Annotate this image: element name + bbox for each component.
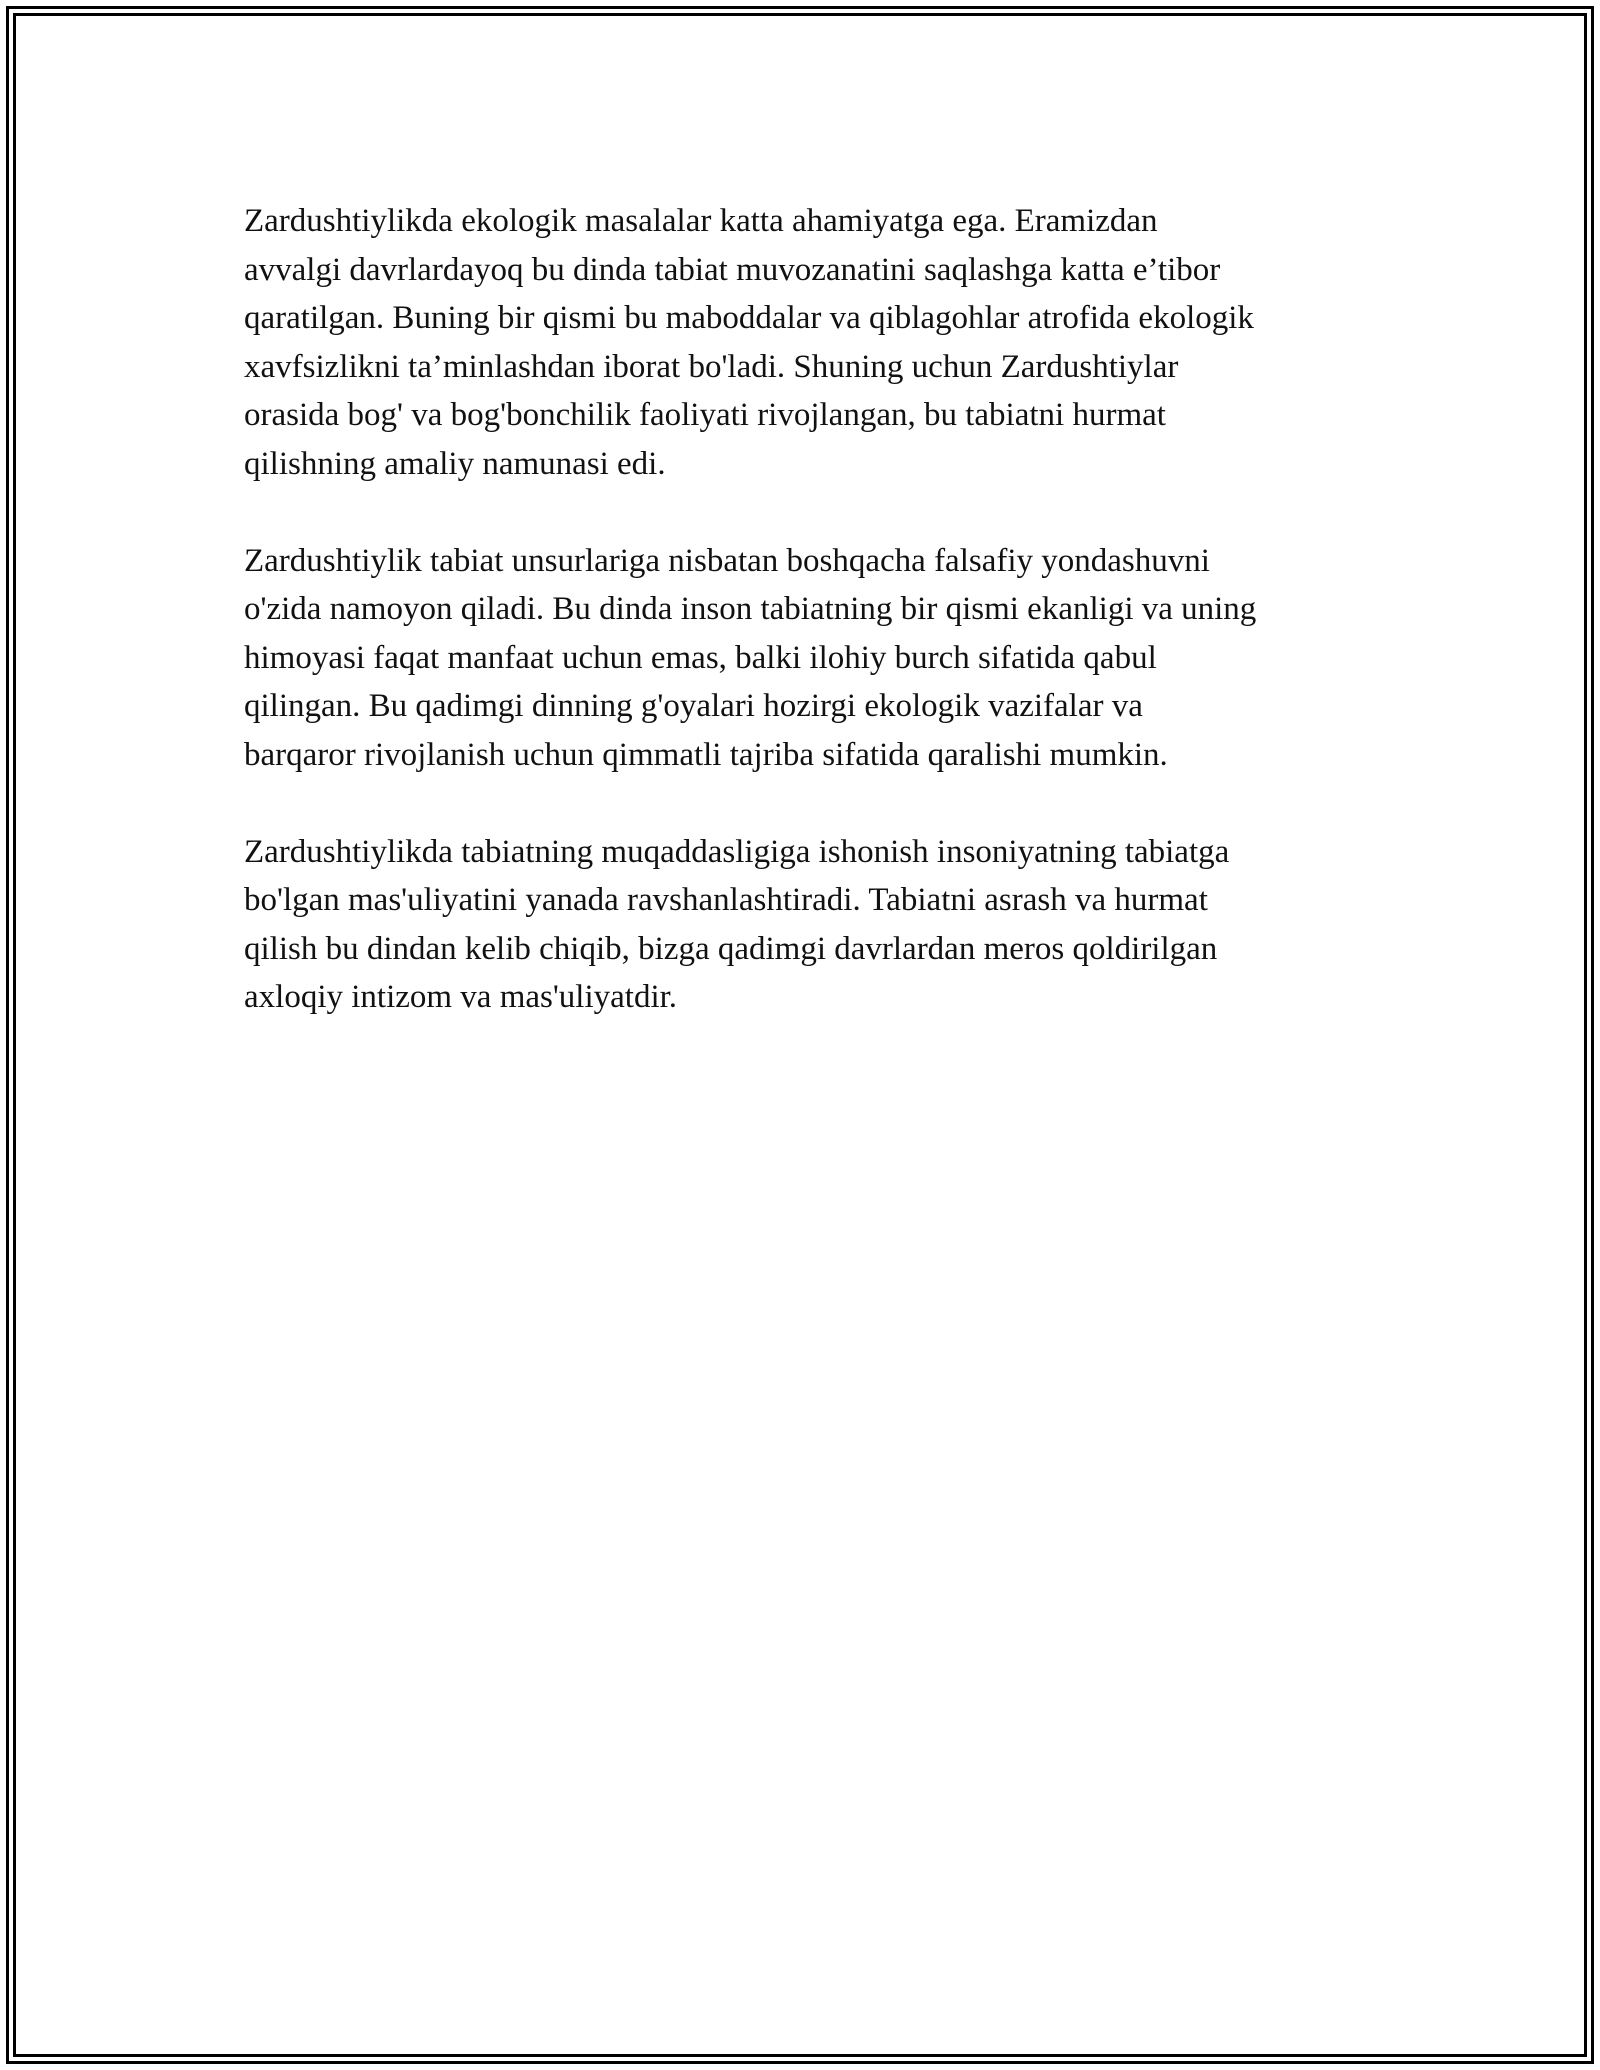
paragraph-line: himoyasi faqat manfaat uchun emas, balki ilohiy burch sifatida qabul bbox=[244, 639, 1157, 676]
paragraph-line: barqaror rivojlanish uchun qimmatli tajriba sifatida qaralishi mumkin. bbox=[244, 736, 1168, 773]
paragraph-line: o'zida namoyon qiladi. Bu dinda inson tabiatning bir qismi ekanligi va uning bbox=[244, 591, 1257, 627]
paragraph-line: Zardushtiylikda tabiatning muqaddasligiga ishonish insoniyatning tabiatga bbox=[244, 833, 1230, 870]
paragraph-line: axloqiy intizom va mas'uliyatdir. bbox=[244, 979, 678, 1015]
paragraph-line: qilish bu dindan kelib chiqib, bizga qadimgi davrlardan meros qoldirilgan bbox=[244, 930, 1218, 967]
paragraph-2 bbox=[244, 537, 1404, 780]
paragraph-line: bo'lgan mas'uliyatini yanada ravshanlashtiradi. Tabiatni asrash va hurmat bbox=[244, 882, 1208, 918]
document-body bbox=[244, 197, 1404, 1070]
paragraph-line: qilishning amaliy namunasi edi. bbox=[244, 445, 666, 482]
paragraph-line: Zardushtiylik tabiat unsurlariga nisbatan boshqacha falsafiy yondashuvni bbox=[244, 542, 1210, 579]
paragraph-1 bbox=[244, 197, 1404, 488]
paragraph-line: qilingan. Bu qadimgi dinning g'oyalari hozirgi ekologik vazifalar va bbox=[244, 688, 1143, 724]
paragraph-line: avvalgi davrlardayoq bu dinda tabiat muvozanatini saqlashga katta e’tibor bbox=[244, 251, 1221, 288]
paragraph-line: Zardushtiylikda ekologik masalalar katta ahamiyatga ega. Eramizdan bbox=[244, 203, 1158, 239]
paragraph-line: orasida bog' va bog'bonchilik faoliyati rivojlangan, bu tabiatni hurmat bbox=[244, 397, 1166, 433]
paragraph-line: xavfsizlikni ta’minlashdan iborat bo'ladi. Shuning uchun Zardushtiylar bbox=[244, 348, 1179, 385]
paragraph-line: qaratilgan. Buning bir qismi bu maboddalar va qiblagohlar atrofida ekologik bbox=[244, 300, 1254, 336]
paragraph-3 bbox=[244, 828, 1404, 1022]
page-border bbox=[6, 6, 1594, 2064]
